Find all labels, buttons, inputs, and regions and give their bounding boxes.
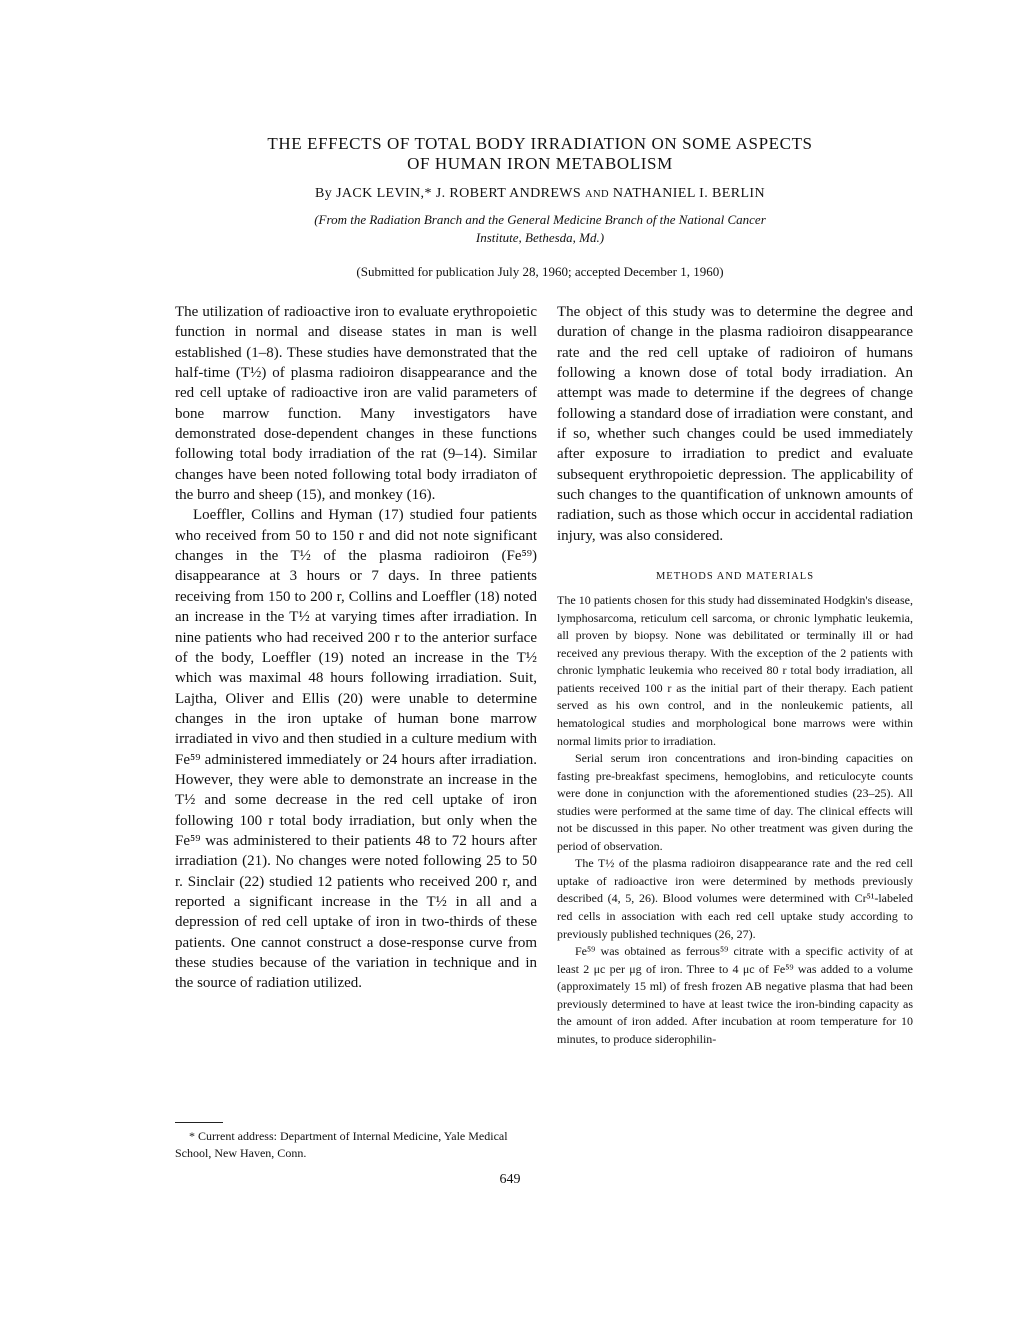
submission-dates: (Submitted for publication July 28, 1960; accepted December 1, 1960) xyxy=(356,264,724,279)
affiliation xyxy=(230,211,850,247)
methods-paragraph: The T½ of the plasma radioiron disappearance rate and the red cell uptake of radioactive iron were determined by methods previously described (4, 5, 26). Blood volumes were determined with Cr⁵¹-labeled red cells in association with each red cell uptake study according to previously published techniques (26, 27). xyxy=(557,856,913,941)
title-line-2: OF HUMAN IRON METABOLISM xyxy=(407,154,673,173)
article-title xyxy=(150,134,930,174)
body-paragraph: The utilization of radioactive iron to evaluate erythropoietic function in normal and disease states in man is well established (1–8). These studies have demonstrated that the half-time (T½) of plasma radioiron disappearance and the red cell uptake of radioactive iron are valid parameters of bone marrow function. Many investigators have demonstrated dose-dependent changes in these functions following total body irradiation of the rat (9–14). Similar changes have been noted following total body irradiaton of the burro and sheep (15), and monkey (16). xyxy=(175,304,537,504)
affiliation-line-2: Institute, Bethesda, Md.) xyxy=(475,230,605,245)
body-paragraph: The object of this study was to determine the degree and duration of change in the plasma radioiron disappearance rate and the red cell uptake of radioiron of humans following a known dose of total body irradiation. An attempt was made to determine if the degrees of change following a standard dose of irradiation were constant, and if so, whether such changes could be used immediately after exposure to irradiation to predict and evaluate subsequent erythropoietic depression. The applicability of such changes to the quantification of unknown amounts of radiation, such as those which occur in accidental radiation injury, was also considered. xyxy=(557,304,913,544)
section-heading: METHODS AND MATERIALS xyxy=(655,571,815,583)
methods-paragraph: Fe⁵⁹ was obtained as ferrous⁵⁹ citrate with a specific activity of at least 2 μc per μg of iron. Three to 4 μc of Fe⁵⁹ was added to a volume (approximately 15 ml) of fresh frozen AB negative plasma that had been previously determined to have at least twice the iron-binding capacity as the amount of iron added. After incubation at room temperature for 10 minutes, to produce siderophilin- xyxy=(557,944,913,1046)
title-line-1: THE EFFECTS OF TOTAL BODY IRRADIATION ON SOME ASPECTS xyxy=(267,134,813,153)
author-and: AND xyxy=(585,189,609,200)
author-names-1: JACK LEVIN,* J. ROBERT ANDREWS xyxy=(336,186,582,201)
page-number: 649 xyxy=(499,1172,521,1187)
methods-paragraph: Serial serum iron concentrations and iron-binding capacities on fasting pre-breakfast specimens, hemoglobins, and reticulocyte counts were done in conjunction with the aforementioned studies (23–25). All studies were performed at the same time of day. The clinical effects will not be discussed in this paper. No other treatment was given during the period of observation. xyxy=(557,751,913,853)
footnote-text: * Current address: Department of Internal Medicine, Yale Medical School, New Haven, Conn. xyxy=(175,1129,508,1160)
body-paragraph: Loeffler, Collins and Hyman (17) studied four patients who received from 50 to 150 r and did not note significant changes in the T½ of the plasma radioiron (Fe⁵⁹) disappearance at 3 hours or 7 days. In three patients receiving from 150 to 200 r, Collins and Loeffler (18) noted an increase in the T½ at varying times after irradiation. In nine patients who had received 200 r to the anterior surface of the body, Loeffler (19) noted an increase in the T½ which was maximal 48 hours following irradiation. Suit, Lajtha, Oliver and Ellis (20) were unable to determine changes in the iron uptake of human bone marrow irradiated in vivo and then studied in a culture medium with Fe⁵⁹ administered immediately or 24 hours after irradiation. However, they were able to demonstrate an increase in the T½ and some decrease in the red cell uptake of iron following 100 r total body irradiation, but only when the Fe⁵⁹ was administered to their patients 48 to 72 hours after irradiation (21). No changes were noted following 25 to 50 r. Sinclair (22) studied 12 patients who received 200 r, and reported a significant increase in the T½ in all and a depression of red cell uptake of iron in two-thirds of these patients. One cannot construct a dose-response curve from these studies because of the variation in technique and in the source of radiation utilized. xyxy=(175,507,537,992)
author-names-2: NATHANIEL I. BERLIN xyxy=(612,186,765,201)
affiliation-line-1: (From the Radiation Branch and the General Medicine Branch of the National Cancer xyxy=(314,212,766,227)
right-column xyxy=(557,302,913,1048)
methods-section xyxy=(557,592,913,1048)
footnote-rule xyxy=(175,1122,223,1123)
left-column xyxy=(175,302,537,994)
author-line xyxy=(150,186,930,202)
footnote xyxy=(175,1128,537,1162)
methods-paragraph: The 10 patients chosen for this study had disseminated Hodgkin's disease, lymphosarcoma, reticulum cell sarcoma, or chronic lymphatic leukemia, all proven by biopsy. None was debilitated or terminally ill or had received any previous therapy. With the exception of the 2 patients with chronic lymphatic leukemia who received 80 r total body irradiation, all patients received 100 r as the initial part of their therapy. Each patient served as his own control, and in the nonleukemic patients, all hematological studies and morphological bone marrows were within normal limits prior to irradiation. xyxy=(557,593,913,748)
author-by: By xyxy=(315,186,333,201)
